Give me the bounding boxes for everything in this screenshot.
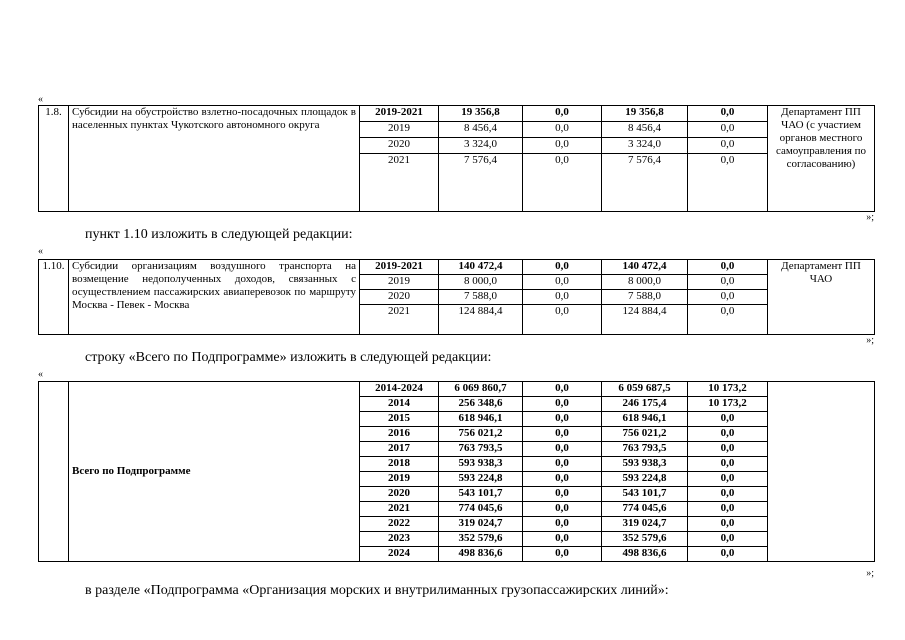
federal-cell: 0,0	[523, 106, 602, 122]
other-cell: 0,0	[688, 457, 768, 472]
federal-cell: 0,0	[523, 487, 602, 502]
regional-cell: 8 456,4	[602, 122, 688, 138]
other-cell: 0,0	[688, 532, 768, 547]
regional-cell: 352 579,6	[602, 532, 688, 547]
federal-cell: 0,0	[523, 122, 602, 138]
federal-cell: 0,0	[523, 305, 602, 335]
federal-cell: 0,0	[523, 382, 602, 397]
other-cell: 0,0	[688, 122, 768, 138]
regional-cell: 124 884,4	[602, 305, 688, 335]
period-cell: 2014-2024	[360, 382, 439, 397]
total-cell: 3 324,0	[439, 138, 523, 154]
table-item-1-10	[38, 259, 875, 335]
period-cell: 2022	[360, 517, 439, 532]
regional-cell: 246 175,4	[602, 397, 688, 412]
close-quote-3: »;	[866, 568, 874, 579]
federal-cell: 0,0	[523, 502, 602, 517]
total-cell: 543 101,7	[439, 487, 523, 502]
total-label: Всего по Подпрограмме	[69, 382, 360, 562]
other-cell: 0,0	[688, 275, 768, 290]
regional-cell: 618 946,1	[602, 412, 688, 427]
open-quote-2: «	[38, 246, 43, 257]
regional-cell: 8 000,0	[602, 275, 688, 290]
other-cell: 0,0	[688, 502, 768, 517]
period-cell: 2021	[360, 305, 439, 335]
other-cell: 0,0	[688, 412, 768, 427]
period-cell: 2019-2021	[360, 106, 439, 122]
period-cell: 2021	[360, 154, 439, 212]
total-cell: 593 224,8	[439, 472, 523, 487]
federal-cell: 0,0	[523, 260, 602, 275]
other-cell: 0,0	[688, 260, 768, 275]
other-cell: 0,0	[688, 290, 768, 305]
period-cell: 2023	[360, 532, 439, 547]
empty-number-cell	[39, 382, 69, 562]
total-cell: 498 836,6	[439, 547, 523, 562]
total-cell: 774 045,6	[439, 502, 523, 517]
total-cell: 8 456,4	[439, 122, 523, 138]
other-cell: 0,0	[688, 106, 768, 122]
federal-cell: 0,0	[523, 290, 602, 305]
table-row	[39, 260, 875, 275]
regional-cell: 7 588,0	[602, 290, 688, 305]
other-cell: 0,0	[688, 487, 768, 502]
table-total-subprogram	[38, 381, 875, 562]
period-cell: 2014	[360, 397, 439, 412]
regional-cell: 593 938,3	[602, 457, 688, 472]
regional-cell: 763 793,5	[602, 442, 688, 457]
total-cell: 7 576,4	[439, 154, 523, 212]
other-cell: 10 173,2	[688, 382, 768, 397]
total-cell: 593 938,3	[439, 457, 523, 472]
other-cell: 0,0	[688, 138, 768, 154]
other-cell: 0,0	[688, 154, 768, 212]
close-quote-2: »;	[866, 335, 874, 346]
total-cell: 19 356,8	[439, 106, 523, 122]
federal-cell: 0,0	[523, 275, 602, 290]
close-quote-1: »;	[866, 212, 874, 223]
total-cell: 618 946,1	[439, 412, 523, 427]
period-cell: 2020	[360, 487, 439, 502]
total-cell: 124 884,4	[439, 305, 523, 335]
federal-cell: 0,0	[523, 427, 602, 442]
item-number: 1.10.	[39, 260, 69, 335]
federal-cell: 0,0	[523, 517, 602, 532]
period-cell: 2019	[360, 472, 439, 487]
regional-cell: 7 576,4	[602, 154, 688, 212]
regional-cell: 3 324,0	[602, 138, 688, 154]
federal-cell: 0,0	[523, 532, 602, 547]
total-cell: 756 021,2	[439, 427, 523, 442]
federal-cell: 0,0	[523, 442, 602, 457]
period-cell: 2021	[360, 502, 439, 517]
other-cell: 0,0	[688, 427, 768, 442]
federal-cell: 0,0	[523, 412, 602, 427]
table-row	[39, 106, 875, 122]
other-cell: 0,0	[688, 547, 768, 562]
other-cell: 0,0	[688, 442, 768, 457]
table-row	[39, 382, 875, 397]
federal-cell: 0,0	[523, 138, 602, 154]
federal-cell: 0,0	[523, 154, 602, 212]
period-cell: 2018	[360, 457, 439, 472]
total-cell: 256 348,6	[439, 397, 523, 412]
regional-cell: 774 045,6	[602, 502, 688, 517]
total-cell: 763 793,5	[439, 442, 523, 457]
federal-cell: 0,0	[523, 457, 602, 472]
period-cell: 2016	[360, 427, 439, 442]
total-cell: 8 000,0	[439, 275, 523, 290]
federal-cell: 0,0	[523, 397, 602, 412]
regional-cell: 319 024,7	[602, 517, 688, 532]
federal-cell: 0,0	[523, 472, 602, 487]
instruction-paragraph-1: пункт 1.10 изложить в следующей редакции:	[85, 227, 353, 242]
regional-cell: 756 021,2	[602, 427, 688, 442]
executor-cell: Департамент ПП ЧАО	[768, 260, 875, 335]
period-cell: 2024	[360, 547, 439, 562]
federal-cell: 0,0	[523, 547, 602, 562]
open-quote-1: «	[38, 94, 43, 105]
instruction-paragraph-3: в разделе «Подпрограмма «Организация морских и внутрилиманных грузопассажирских линий»:	[85, 583, 669, 598]
regional-cell: 6 059 687,5	[602, 382, 688, 397]
total-cell: 7 588,0	[439, 290, 523, 305]
period-cell: 2015	[360, 412, 439, 427]
total-cell: 319 024,7	[439, 517, 523, 532]
period-cell: 2017	[360, 442, 439, 457]
total-cell: 6 069 860,7	[439, 382, 523, 397]
open-quote-3: «	[38, 369, 43, 380]
other-cell: 10 173,2	[688, 397, 768, 412]
regional-cell: 140 472,4	[602, 260, 688, 275]
executor-cell: Департамент ПП ЧАО (с участием органов местного самоуправления по согласованию)	[768, 106, 875, 212]
period-cell: 2019	[360, 275, 439, 290]
regional-cell: 543 101,7	[602, 487, 688, 502]
total-cell: 352 579,6	[439, 532, 523, 547]
other-cell: 0,0	[688, 517, 768, 532]
instruction-paragraph-2: строку «Всего по Подпрограмме» изложить в следующей редакции:	[85, 350, 492, 365]
other-cell: 0,0	[688, 305, 768, 335]
period-cell: 2020	[360, 138, 439, 154]
empty-executor-cell	[768, 382, 875, 562]
period-cell: 2019	[360, 122, 439, 138]
regional-cell: 19 356,8	[602, 106, 688, 122]
item-description: Субсидии на обустройство взлетно-посадочных площадок в населенных пунктах Чукотского автономного округа	[69, 106, 360, 212]
regional-cell: 498 836,6	[602, 547, 688, 562]
other-cell: 0,0	[688, 472, 768, 487]
period-cell: 2020	[360, 290, 439, 305]
item-number: 1.8.	[39, 106, 69, 212]
item-description: Субсидии организациям воздушного транспорта на возмещение недополученных доходов, связанных с осуществлением пассажирских авиаперевозок по маршруту Москва - Певек - Москва	[69, 260, 360, 335]
regional-cell: 593 224,8	[602, 472, 688, 487]
period-cell: 2019-2021	[360, 260, 439, 275]
total-cell: 140 472,4	[439, 260, 523, 275]
table-item-1-8	[38, 105, 875, 212]
